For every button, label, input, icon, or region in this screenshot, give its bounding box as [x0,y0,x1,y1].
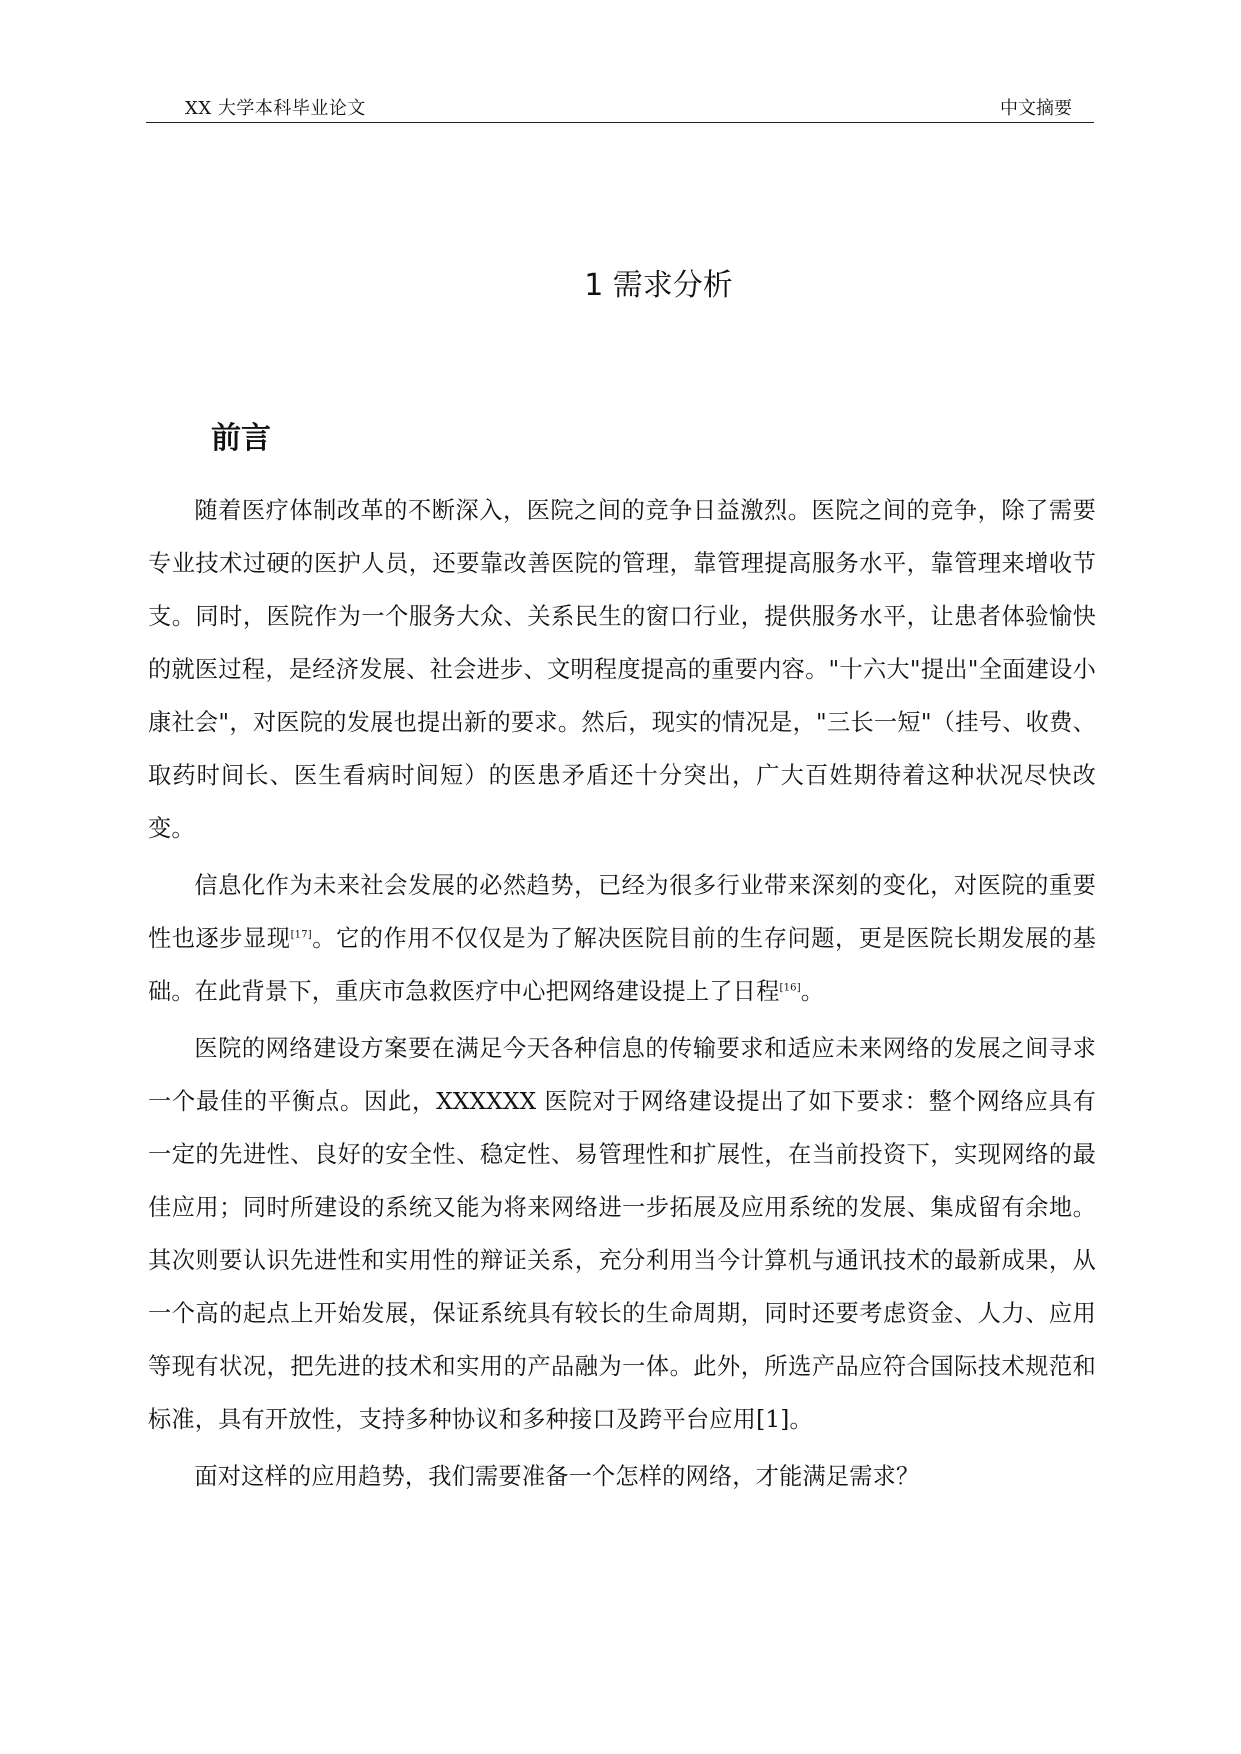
paragraph-2-text-c: 。 [800,978,825,1005]
chapter-title: 1 需求分析 [584,268,733,303]
citation-17: [17] [290,929,312,941]
citation-16: [16] [779,982,801,994]
section-title: 前言 [211,421,271,456]
header-thesis-title: XX 大学本科毕业论文 [185,98,366,119]
paragraph-1: 随着医疗体制改革的不断深入，医院之间的竞争日益激烈。医院之间的竞争，除了需要专业技术过硬的医护人员，还要靠改善医院的管理，靠管理提高服务水平，靠管理来增收节支。同时，医院作为一个服务大众、关系民生的窗口行业，提供服务水平，让患者体验愉快的就医过程，是经济发展、社会进步、文明程度提高的重要内容。"十六大"提出"全面建设小康社会"，对医院的发展也提出新的要求。然后，现实的情况是，"三长一短"（挂号、收费、取药时间长、医生看病时间短）的医患矛盾还十分突出，广大百姓期待着这种状况尽快改变。 [148,497,1096,842]
paragraph-2 [148,859,1096,1018]
paragraph-4: 面对这样的应用趋势，我们需要准备一个怎样的网络，才能满足需求？ [194,1463,920,1490]
header-section-label: 中文摘要 [1000,98,1072,119]
paragraph-3: 医院的网络建设方案要在满足今天各种信息的传输要求和适应未来网络的发展之间寻求一个最佳的平衡点。因此，XXXXXX 医院对于网络建设提出了如下要求：整个网络应具有一定的先进性、良好的安全性、稳定性、易管理性和扩展性，在当前投资下，实现网络的最佳应用；同时所建设的系统又能为将来网络进一步拓展及应用系统的发展、集成留有余地。其次则要认识先进性和实用性的辩证关系，充分利用当今计算机与通讯技术的最新成果，从一个高的起点上开始发展，保证系统具有较长的生命周期，同时还要考虑资金、人力、应用等现有状况，把先进的技术和实用的产品融为一体。此外，所选产品应符合国际技术规范和标准，具有开放性，支持多种协议和多种接口及跨平台应用[1]。 [148,1035,1096,1433]
paragraph-2-text-a: 信息化作为未来社会发展的必然趋势，已经为很多行业带来深刻的变化，对医院的重要性也逐步显现 [148,872,1096,952]
paragraph-2-text-b: 。它的作用不仅仅是为了解决医院目前的生存问题，更是医院长期发展的基础。在此背景下，重庆市急救医疗中心把网络建设提上了日程 [148,925,1096,1005]
body-text [148,484,1096,1505]
page-header [146,92,1094,123]
